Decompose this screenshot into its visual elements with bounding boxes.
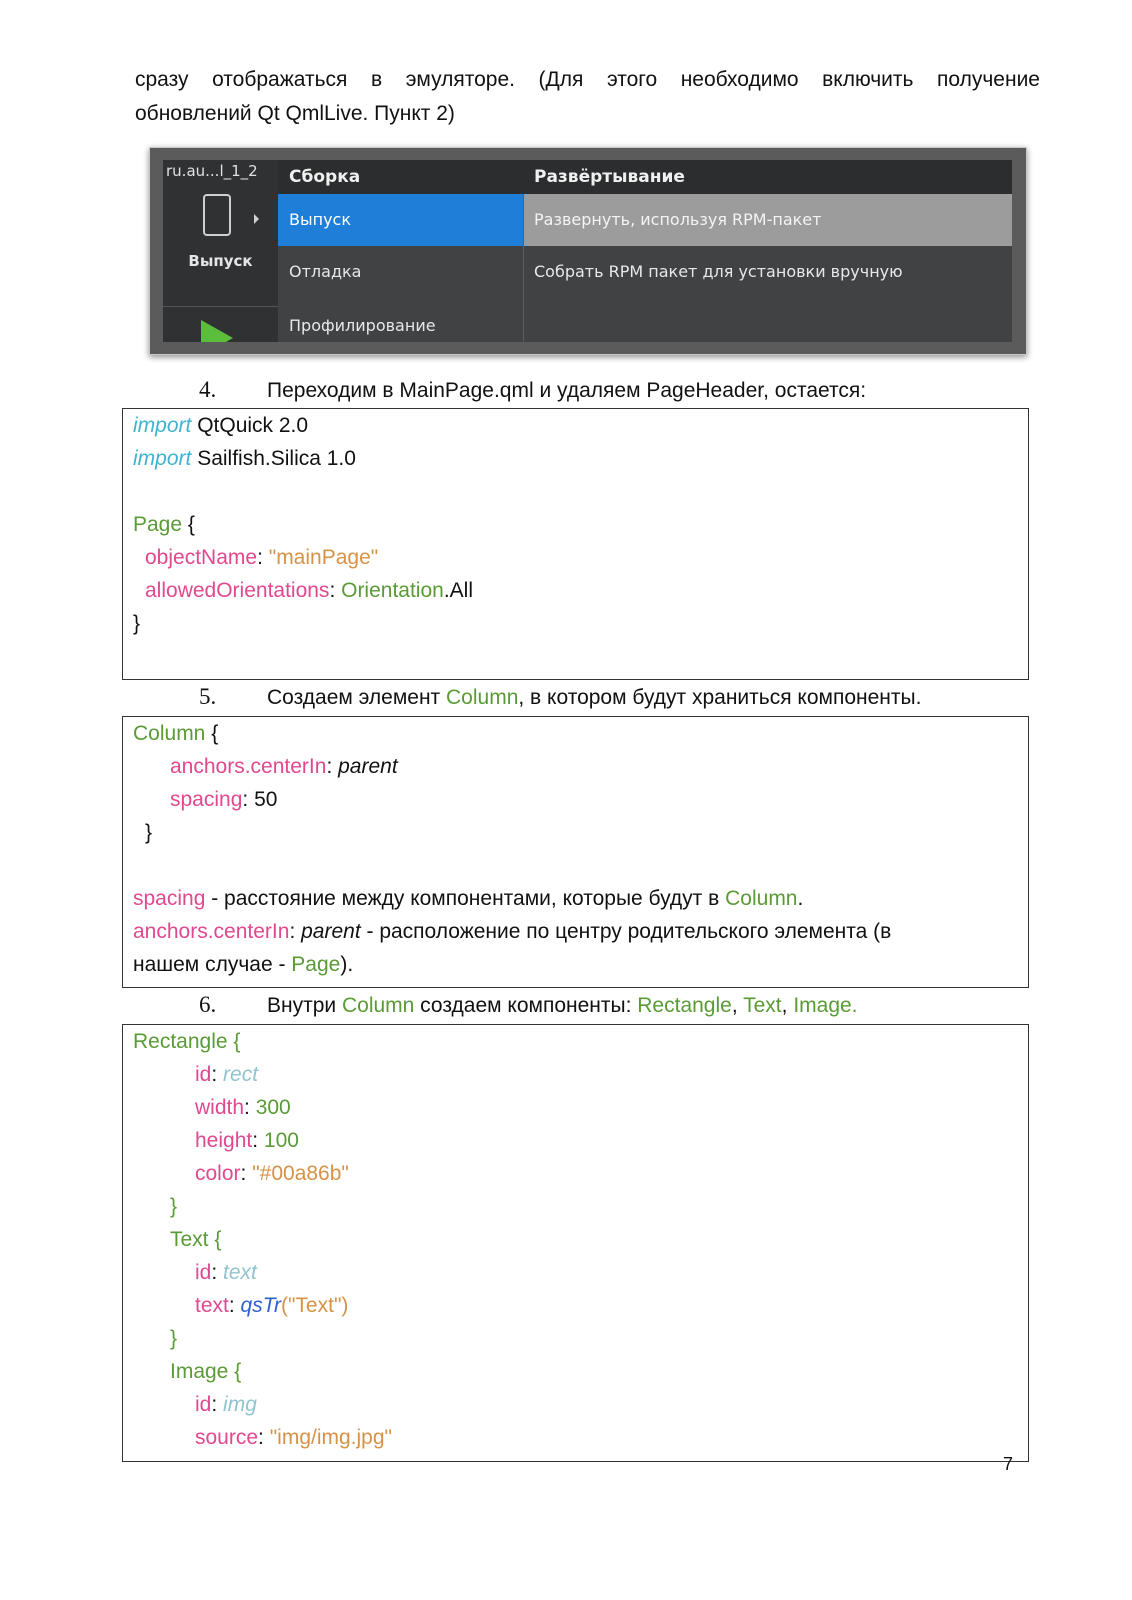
intro-paragraph <box>135 63 1040 131</box>
arrow-right-icon <box>254 214 259 224</box>
description-line: нашем случае - Page). <box>133 953 354 976</box>
phone-icon <box>203 194 231 236</box>
divider <box>163 306 278 307</box>
page-number: 7 <box>1003 1454 1014 1474</box>
build-column-header: Сборка <box>278 160 523 194</box>
build-item-debug[interactable]: Отладка <box>289 262 362 281</box>
build-item-profile[interactable]: Профилирование <box>289 316 436 335</box>
code-line: } <box>170 1195 178 1218</box>
step-number: 4. <box>199 377 217 402</box>
code-line: Rectangle { <box>133 1030 241 1053</box>
code-line: id: rect <box>195 1063 259 1086</box>
code-line: anchors.centerIn: parent <box>170 755 398 778</box>
ide-screenshot <box>149 147 1027 355</box>
code-line: Text { <box>170 1228 222 1251</box>
build-item-release[interactable]: Выпуск <box>278 194 523 246</box>
code-line: Image { <box>170 1360 242 1383</box>
column-divider <box>523 194 524 342</box>
code-block-components <box>122 1024 1029 1462</box>
code-line: spacing: 50 <box>170 788 278 811</box>
step-4-heading <box>199 375 866 406</box>
code-line: import Sailfish.Silica 1.0 <box>133 447 356 470</box>
step-text: Переходим в MainPage.qml и удаляем PageHeader, остается: <box>267 379 867 402</box>
step-6-heading: 6. Внутри Column создаем компоненты: Rectangle, Text, Image. <box>199 990 858 1021</box>
code-line: width: 300 <box>195 1096 291 1119</box>
intro-line-2: обновлений Qt QmlLive. Пункт 2) <box>135 102 455 125</box>
code-line: height: 100 <box>195 1129 299 1152</box>
code-line: } <box>145 821 153 844</box>
step-number: 6. <box>199 992 217 1017</box>
code-line: } <box>133 612 141 635</box>
project-name: ru.au...l_1_2 <box>166 162 258 180</box>
code-block-mainpage <box>122 408 1029 680</box>
code-line: Column { <box>133 722 219 745</box>
code-line: Page { <box>133 513 195 536</box>
code-line: color: "#00a86b" <box>195 1162 349 1185</box>
run-icon[interactable] <box>201 320 233 342</box>
description-line: spacing - расстояние между компонентами, которые будут в Column. <box>133 887 804 910</box>
step-number: 5. <box>199 684 217 709</box>
code-line: id: text <box>195 1261 257 1284</box>
code-line: import QtQuick 2.0 <box>133 414 309 437</box>
deploy-column-header: Развёртывание <box>523 160 1012 194</box>
description-line: anchors.centerIn: parent - расположение по центру родительского элемента (в <box>133 920 892 943</box>
kit-selector-panel <box>163 160 1012 342</box>
code-line: text: qsTr("Text") <box>195 1294 349 1317</box>
code-line: allowedOrientations: Orientation.All <box>145 579 474 602</box>
code-line: id: img <box>195 1393 257 1416</box>
code-line: source: "img/img.jpg" <box>195 1426 392 1449</box>
step-5-heading: 5. Создаем элемент Column, в котором будут храниться компоненты. <box>199 682 921 713</box>
code-line: objectName: "mainPage" <box>145 546 379 569</box>
intro-line-1: сразу отображаться в эмуляторе. (Для этого необходимо включить получение <box>135 68 1040 91</box>
code-line: } <box>170 1327 178 1350</box>
build-mode-label: Выпуск <box>188 252 253 270</box>
code-block-column <box>122 716 1029 988</box>
project-target-pane[interactable] <box>163 160 278 342</box>
deploy-item-manual-rpm[interactable]: Собрать RPM пакет для установки вручную <box>534 262 903 281</box>
deploy-item-rpm[interactable]: Развернуть, используя RPM-пакет <box>523 194 1012 246</box>
